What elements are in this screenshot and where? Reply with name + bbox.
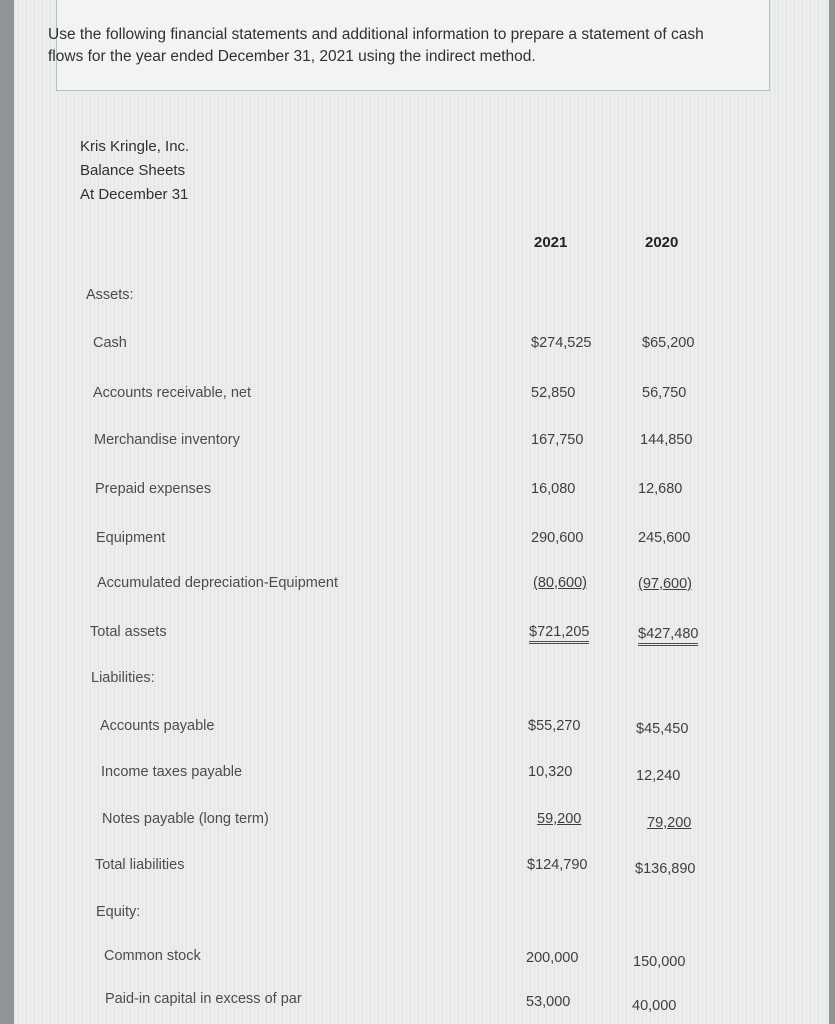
row-inventory-2020: 144,850 [640,432,693,448]
row-apic-2021: 53,000 [526,994,571,1010]
row-inventory-label: Merchandise inventory [94,432,240,448]
row-ar-2020: 56,750 [642,385,687,401]
row-common-2020: 150,000 [633,954,686,970]
row-ar-label: Accounts receivable, net [93,385,251,401]
row-equipment-label: Equipment [96,530,166,546]
row-cash-label: Cash [93,335,127,351]
row-total-liab-label: Total liabilities [95,857,185,873]
instructions-text: Use the following financial statements and additional information to prepare a statement of cash flows for the year ended December 31, 2021 using the indirect method. [48,26,704,65]
statement-date: At December 31 [80,186,189,203]
company-name: Kris Kringle, Inc. [80,138,190,155]
row-apic-label: Paid-in capital in excess of par [105,991,302,1007]
row-prepaid-label: Prepaid expenses [95,481,212,497]
row-prepaid-2020: 12,680 [638,481,683,497]
row-prepaid-2021: 16,080 [531,481,576,497]
row-ap-2021: $55,270 [528,718,581,734]
row-taxes-2020: 12,240 [636,768,681,784]
row-ap-label: Accounts payable [100,718,215,734]
column-header-2021: 2021 [534,234,568,251]
row-equipment-2020: 245,600 [638,530,691,546]
row-total-assets-2020: $427,480 [638,626,698,646]
section-liabilities: Liabilities: [91,670,155,686]
row-apic-2020: 40,000 [632,998,677,1014]
row-notes-label: Notes payable (long term) [102,811,269,827]
row-total-liab-2021: $124,790 [527,857,588,873]
section-assets: Assets: [86,287,134,303]
row-taxes-label: Income taxes payable [101,764,243,780]
row-accum-dep-2020: (97,600) [638,576,693,592]
row-cash-2021: $274,525 [531,335,592,351]
row-ar-2021: 52,850 [531,385,576,401]
row-notes-2020: 79,200 [647,815,692,831]
row-cash-2020: $65,200 [642,335,695,351]
row-ap-2020: $45,450 [636,721,689,737]
row-total-assets-label: Total assets [90,624,167,640]
worksheet-page [14,0,829,1024]
statement-title: Balance Sheets [80,162,186,179]
row-common-2021: 200,000 [526,950,579,966]
row-total-liab-2020: $136,890 [635,861,696,877]
row-inventory-2021: 167,750 [531,432,584,448]
section-equity: Equity: [96,904,141,920]
column-header-2020: 2020 [645,234,679,251]
row-notes-2021: 59,200 [537,811,582,827]
row-accum-dep-label: Accumulated depreciation-Equipment [97,575,338,591]
row-common-label: Common stock [104,948,201,964]
row-accum-dep-2021: (80,600) [533,575,588,591]
row-taxes-2021: 10,320 [528,764,573,780]
row-total-assets-2021: $721,205 [529,624,589,644]
row-equipment-2021: 290,600 [531,530,584,546]
